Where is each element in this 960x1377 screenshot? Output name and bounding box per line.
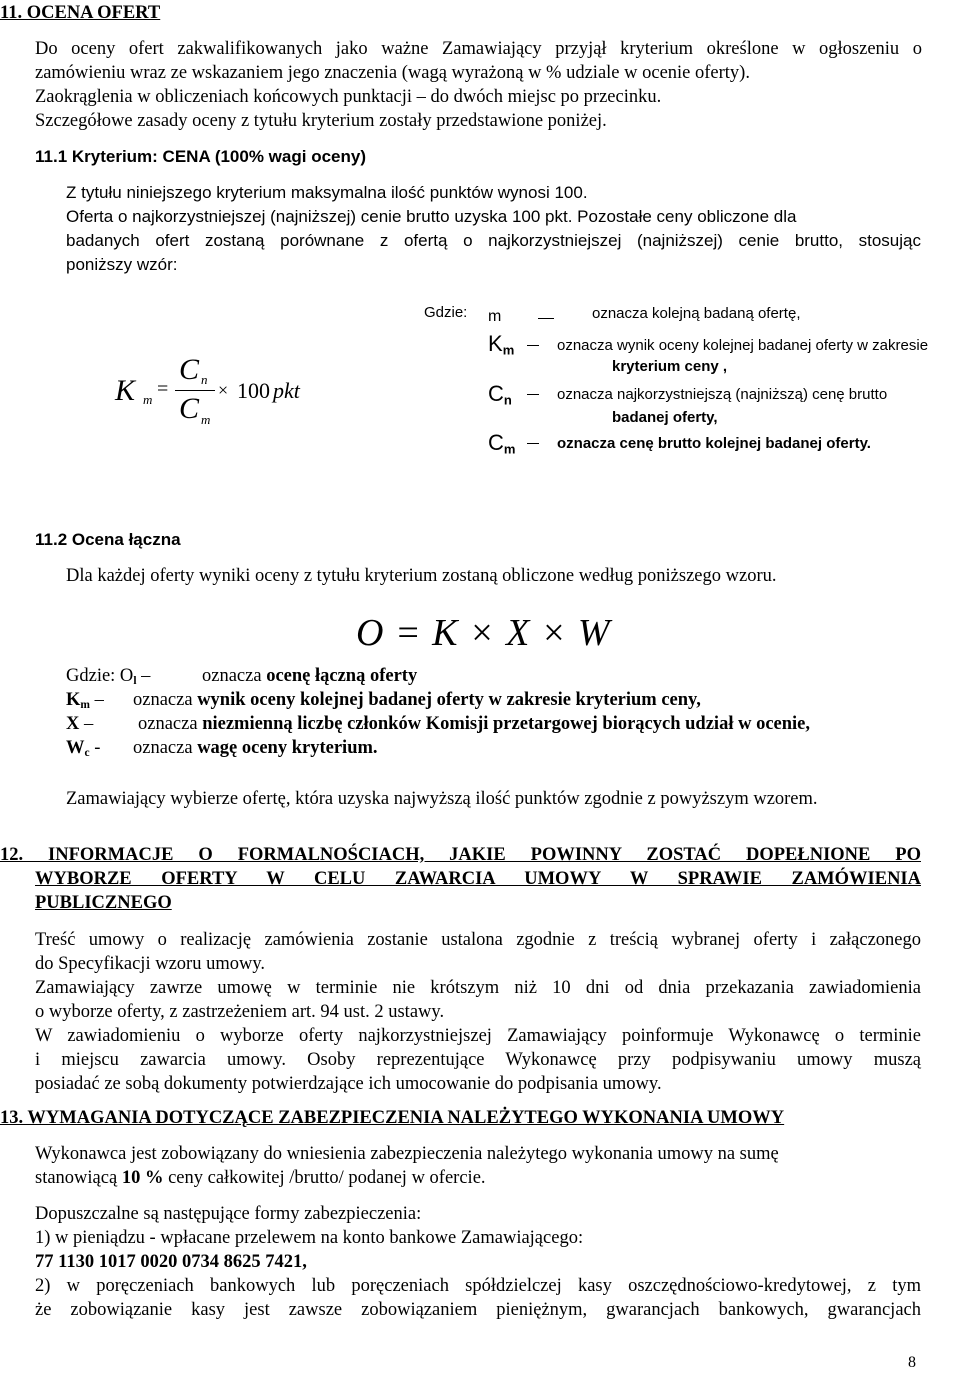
legend-row-desc: oznacza niezmienną liczbę członków Komisji przetargowej biorących udział w ocenie,	[138, 714, 811, 734]
text-line: Wykonawca jest zobowiązany do wniesienia zabezpieczenia należytego wykonania umowy na sumę	[35, 1144, 779, 1164]
total-score-formula: O = K × X × W	[356, 612, 611, 654]
text-line: badanych ofert zostaną porównane z ofertą o najkorzystniejszej (najniższej) cenie brutto, stosując	[66, 231, 921, 250]
heading-line: WYBORZE OFERTY W CELU ZAWARCIA UMOWY W SPRAWIE ZAMÓWIENIA	[35, 869, 921, 889]
text-line: posiadać ze sobą dokumenty potwierdzające ich umocowanie do podpisania umowy.	[35, 1074, 662, 1094]
legend-cm-sub: m	[503, 441, 516, 457]
list-item: 2) w poręczeniach bankowych lub poręczeniach spółdzielczej kasy oszczędnościowo-kredytowej, z tym	[35, 1276, 921, 1296]
section-11-1-heading: 11.1 Kryterium: CENA (100% wagi oceny)	[35, 147, 366, 166]
formula-times: ×	[218, 380, 229, 400]
legend-gdzie: Gdzie:	[424, 304, 468, 321]
text-line: Z tytułu niniejszego kryterium maksymalna ilość punktów wynosi 100.	[66, 183, 588, 202]
legend-row: Gdzie: $O_l$ –	[66, 666, 151, 687]
legend-cn-sub: n	[503, 392, 512, 408]
legend-cm-desc: oznacza cenę brutto kolejnej badanej oferty.	[557, 435, 871, 452]
text-line: o wyborze oferty, z zastrzeżeniem art. 94 ust. 2 ustawy.	[35, 1002, 445, 1022]
legend-dash	[527, 394, 539, 395]
text-line: W zawiadomieniu o wyborze oferty najkorzystniejszej Zamawiający poinformuje Wykonawcę o terminie	[35, 1026, 921, 1046]
fraction-bar	[175, 390, 215, 391]
formula-pkt: pkt	[273, 378, 300, 403]
legend-row: $K_m$ –	[66, 690, 104, 711]
formula-numerator-sub: n	[201, 372, 208, 387]
legend-km-sub: m	[502, 342, 515, 358]
formula-equals: =	[157, 378, 169, 400]
section-11-heading: 11. OCENA OFERT	[0, 3, 161, 23]
text-line: stanowiącą 10 % ceny całkowitej /brutto/ podanej w ofercie.	[35, 1168, 486, 1188]
section-11-2-paragraph: Dla każdej oferty wyniki oceny z tytułu kryterium zostaną obliczone według poniższego wzoru.	[66, 566, 777, 586]
section-13-heading: 13. WYMAGANIA DOTYCZĄCE ZABEZPIECZENIA NALEŻYTEGO WYKONANIA UMOWY	[0, 1108, 785, 1128]
legend-cn-desc1: oznacza najkorzystniejszą (najniższą) cenę brutto	[557, 386, 888, 403]
formula-denominator-c: C	[179, 392, 200, 425]
legend-row-desc: oznacza wynik oceny kolejnej badanej oferty w zakresie kryterium ceny,	[133, 690, 701, 710]
list-item: 1) w pieniądzu - wpłacane przelewem na konto bankowe Zamawiającego:	[35, 1228, 584, 1248]
formula-k: K	[115, 374, 136, 407]
text-line: Do oceny ofert zakwalifikowanych jako ważne Zamawiający przyjął kryterium określone w ogłoszeniu o	[35, 39, 922, 59]
formula-denominator-sub: m	[201, 412, 211, 427]
text-line: Zaokrąglenia w obliczeniach końcowych punktacji – do dwóch miejsc po przecinku.	[35, 87, 662, 107]
text-line: do Specyfikacji wzoru umowy.	[35, 954, 265, 974]
legend-dash	[538, 318, 554, 319]
text-line: Treść umowy o realizację zamówienia zostanie ustalona zgodnie z treścią wybranej oferty i załączonego	[35, 930, 921, 950]
text-line: Szczegółowe zasady oceny z tytułu kryterium zostały przedstawione poniżej.	[35, 111, 607, 131]
text-line: Dopuszczalne są następujące formy zabezpieczenia:	[35, 1204, 422, 1224]
list-item: że zobowiązanie kasy jest zawsze zobowiązaniem pieniężnym, gwarancjach bankowych, gwarancjach	[35, 1300, 921, 1320]
section-11-2-heading: 11.2 Ocena łączna	[35, 530, 181, 549]
legend-dash	[527, 443, 539, 444]
bank-account-number: 77 1130 1017 0020 0734 8625 7421,	[35, 1252, 307, 1272]
text-line: i miejscu zawarcia umowy. Osoby reprezentujące Wykonawcę przy podpisywaniu umowy muszą	[35, 1050, 921, 1070]
text-line: poniższy wzór:	[66, 255, 178, 274]
price-formula	[115, 350, 355, 440]
formula-numerator-c: C	[179, 353, 200, 386]
legend-cn-symbol: C	[488, 381, 504, 406]
legend-row-desc: oznacza wagę oceny kryterium.	[133, 738, 378, 758]
legend-cn-desc2: badanej oferty,	[612, 409, 718, 426]
legend-m-symbol: m	[488, 308, 502, 325]
legend-dash	[527, 345, 539, 346]
legend-km-symbol: K	[488, 331, 503, 356]
legend-row: $W_c$ -	[66, 738, 101, 759]
formula-100: 100	[237, 378, 270, 403]
legend-km-desc2: kryterium ceny ,	[612, 358, 728, 375]
formula-k-sub: m	[143, 392, 153, 407]
text-line: Oferta o najkorzystniejszej (najniższej) cenie brutto uzyska 100 pkt. Pozostałe ceny obliczone dla	[66, 207, 797, 226]
text-line: zamówieniu wraz ze wskazaniem jego znaczenia (wagą wyrażoną w % udziale w ocenie oferty).	[35, 63, 750, 83]
section-11-2-closing: Zamawiający wybierze ofertę, która uzyska najwyższą ilość punktów zgodnie z powyższym wzorem.	[66, 789, 818, 809]
legend-m-desc: oznacza kolejną badaną ofertę,	[592, 305, 801, 322]
legend-row-desc: oznacza ocenę łączną oferty	[202, 666, 418, 686]
legend-cm-symbol: C	[488, 430, 504, 455]
page-number: 8	[908, 1354, 916, 1371]
legend-km-desc1: oznacza wynik oceny kolejnej badanej oferty w zakresie	[557, 337, 929, 354]
heading-line: PUBLICZNEGO	[35, 893, 172, 913]
text-line: Zamawiający zawrze umowę w terminie nie krótszym niż 10 dni od dnia przekazania zawiadomienia	[35, 978, 921, 998]
legend-row: X –	[66, 714, 94, 734]
heading-line: 12. INFORMACJE O FORMALNOŚCIACH, JAKIE POWINNY ZOSTAĆ DOPEŁNIONE PO	[0, 845, 921, 865]
